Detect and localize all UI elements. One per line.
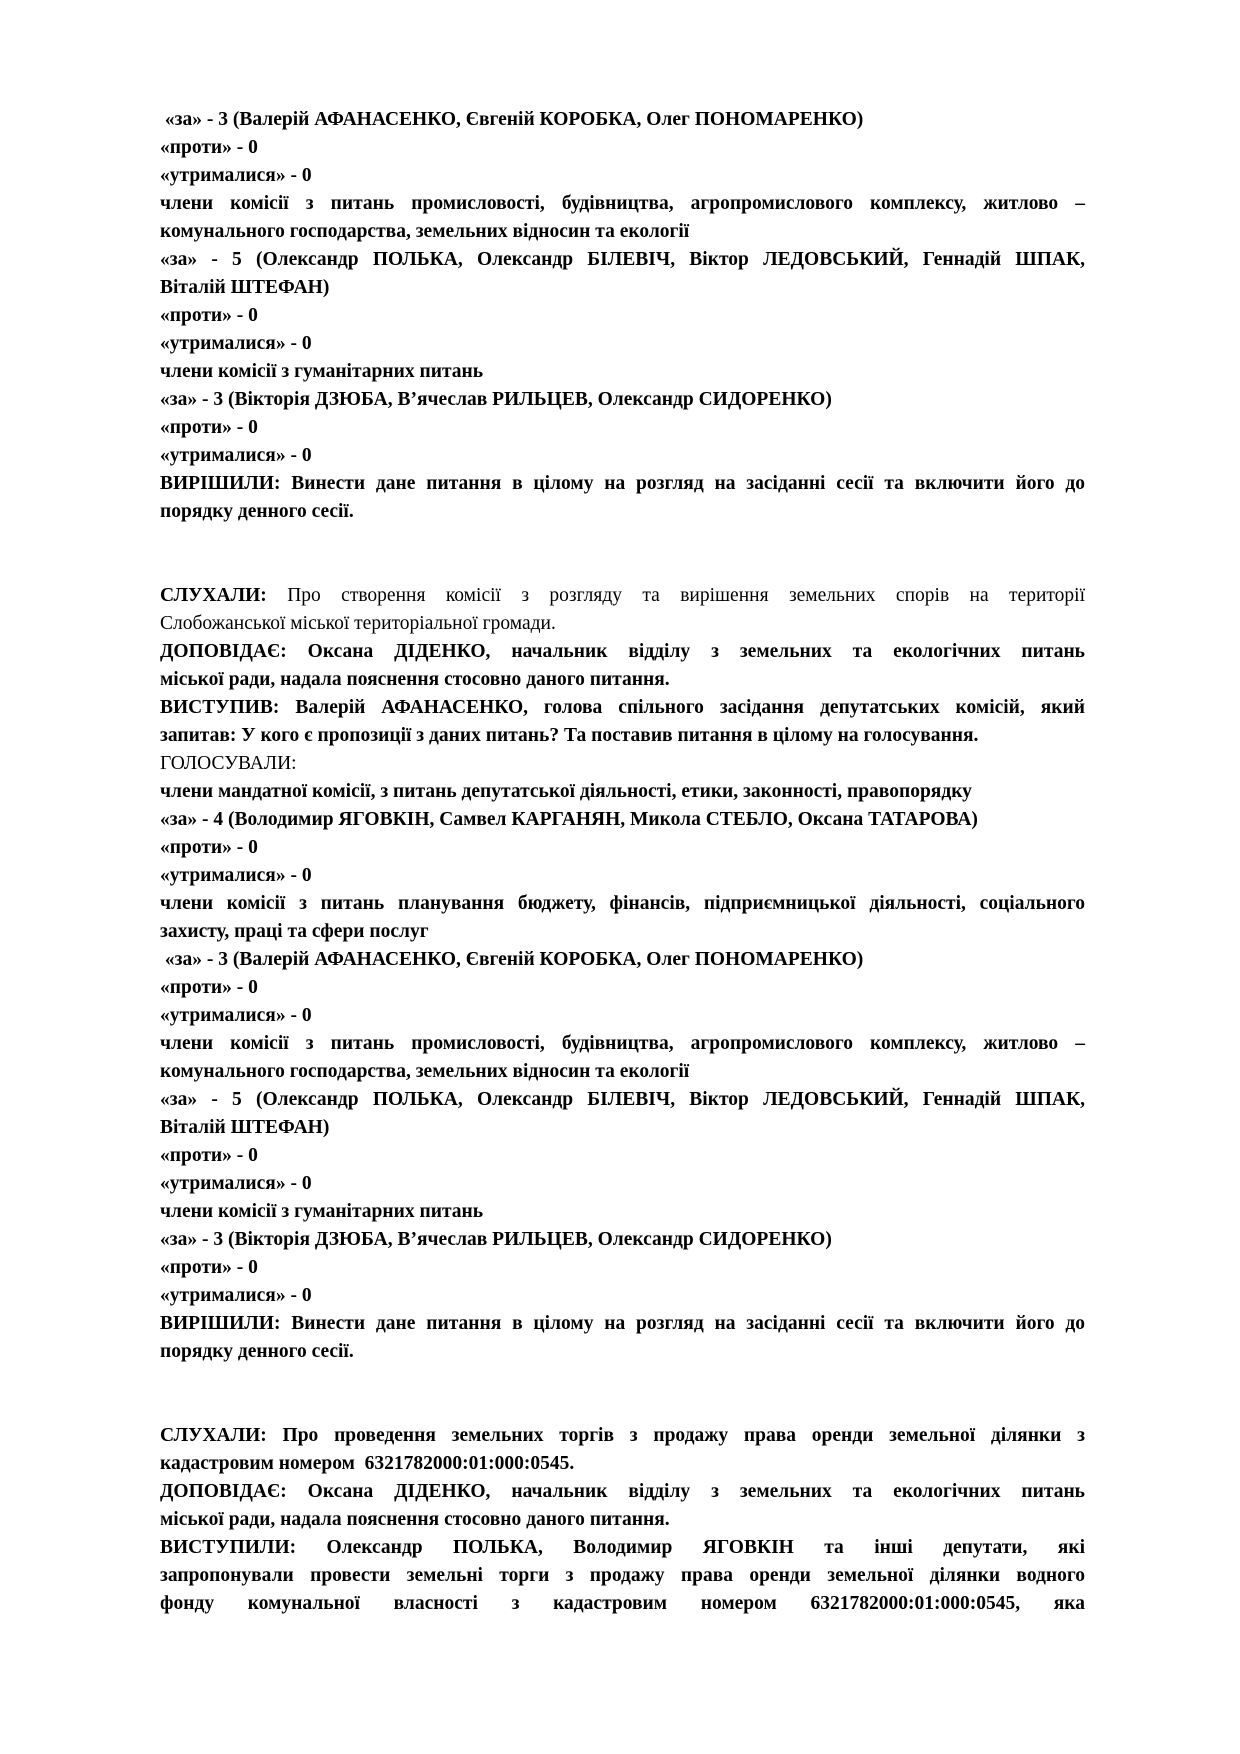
text-run: «утрималися» - 0 [160, 333, 312, 354]
text-line [160, 190, 1085, 218]
text-run: члени комісії з питань промисловості, будівництва, агропромислового комплексу, житлово – [160, 193, 1085, 214]
text-line [160, 1086, 1085, 1114]
text-run: ДОПОВІДАЄ: Оксана ДІДЕНКО, начальник відділу з земельних та екологічних питань [160, 641, 1085, 662]
text-run: члени мандатної комісії, з питань депутатської діяльності, етики, законності, правопорядку [160, 781, 972, 802]
text-run: «за» - 3 (Вікторія ДЗЮБА, В’ячеслав РИЛЬЦЕВ, Олександр СИДОРЕНКО) [160, 1229, 832, 1250]
text-line [160, 834, 1085, 862]
text-run: «утрималися» - 0 [160, 865, 312, 886]
text-line [160, 946, 1085, 974]
text-line [160, 1002, 1085, 1030]
text-run: «утрималися» - 0 [160, 1005, 312, 1026]
text-run: ВИСТУПИЛИ: Олександр ПОЛЬКА, Володимир ЯГОВКІН та інші депутати, які [160, 1537, 1085, 1558]
text-line [160, 1450, 1085, 1478]
text-line [160, 442, 1085, 470]
text-run: ВИСТУПИВ: Валерій АФАНАСЕНКО, голова спільного засідання депутатських комісій, який [160, 697, 1085, 718]
text-run: ДОПОВІДАЄ: Оксана ДІДЕНКО, начальник відділу з земельних та екологічних питань [160, 1481, 1085, 1502]
text-line [160, 1590, 1085, 1618]
text-line [160, 1254, 1085, 1282]
text-run: «утрималися» - 0 [160, 165, 312, 186]
text-line [160, 246, 1085, 274]
text-run: захисту, праці та сфери послуг [160, 921, 429, 942]
text-line [160, 1058, 1085, 1086]
text-run: «проти» - 0 [160, 837, 258, 858]
text-run: «проти» - 0 [160, 1145, 258, 1166]
text-line [160, 1142, 1085, 1170]
text-line [160, 1506, 1085, 1534]
text-line [160, 470, 1085, 498]
text-line [160, 162, 1085, 190]
text-run: комунального господарства, земельних відносин та екології [160, 1061, 690, 1082]
text-run: «за» - 3 (Валерій АФАНАСЕНКО, Євгеній КОРОБКА, Олег ПОНОМАРЕНКО) [160, 109, 864, 130]
text-run: «проти» - 0 [160, 137, 258, 158]
text-run: «за» - 3 (Вікторія ДЗЮБА, В’ячеслав РИЛЬЦЕВ, Олександр СИДОРЕНКО) [160, 389, 832, 410]
text-line [160, 750, 1085, 778]
blank-line [160, 1394, 1085, 1422]
text-line [160, 638, 1085, 666]
text-run: «проти» - 0 [160, 417, 258, 438]
text-run: міської ради, надала пояснення стосовно даного питання. [160, 669, 670, 690]
document-text-body [160, 106, 1085, 1618]
text-line [160, 1422, 1085, 1450]
text-run: «проти» - 0 [160, 1257, 258, 1278]
text-line [160, 330, 1085, 358]
text-line [160, 666, 1085, 694]
text-run: «проти» - 0 [160, 977, 258, 998]
text-line [160, 610, 1085, 638]
text-line [160, 498, 1085, 526]
text-line [160, 302, 1085, 330]
text-line [160, 582, 1085, 610]
text-line [160, 106, 1085, 134]
text-line [160, 918, 1085, 946]
text-run: порядку денного сесії. [160, 501, 354, 522]
text-line [160, 274, 1085, 302]
text-run: «за» - 5 (Олександр ПОЛЬКА, Олександр БІЛЕВІЧ, Віктор ЛЕДОВСЬКИЙ, Геннадій ШПАК, [160, 249, 1085, 270]
text-run: фонду комунальної власності з кадастровим номером 6321782000:01:000:0545, яка [160, 1593, 1085, 1614]
text-line [160, 1310, 1085, 1338]
text-run: «за» - 5 (Олександр ПОЛЬКА, Олександр БІЛЕВІЧ, Віктор ЛЕДОВСЬКИЙ, Геннадій ШПАК, [160, 1089, 1085, 1110]
text-line [160, 1226, 1085, 1254]
text-run: «утрималися» - 0 [160, 1285, 312, 1306]
text-run: запитав: У кого є пропозиції з даних питань? Та поставив питання в цілому на голосування. [160, 725, 979, 746]
text-line [160, 1198, 1085, 1226]
text-line [160, 778, 1085, 806]
text-line [160, 1338, 1085, 1366]
text-run: СЛУХАЛИ: [160, 585, 267, 606]
blank-line [160, 526, 1085, 554]
text-line [160, 386, 1085, 414]
text-run: члени комісії з питань планування бюджету, фінансів, підприємницької діяльності, соціального [160, 893, 1085, 914]
text-run: «за» - 4 (Володимир ЯГОВКІН, Самвел КАРГАНЯН, Микола СТЕБЛО, Оксана ТАТАРОВА) [160, 809, 978, 830]
text-line [160, 218, 1085, 246]
blank-line [160, 1366, 1085, 1394]
text-run: міської ради, надала пояснення стосовно даного питання. [160, 1509, 670, 1530]
text-line [160, 1282, 1085, 1310]
text-line [160, 1170, 1085, 1198]
text-run: Віталій ШТЕФАН) [160, 277, 330, 298]
text-run: члени комісії з питань промисловості, будівництва, агропромислового комплексу, житлово – [160, 1033, 1085, 1054]
text-line [160, 890, 1085, 918]
text-line [160, 1114, 1085, 1142]
text-run: «проти» - 0 [160, 305, 258, 326]
text-run: Слобожанської міської територіальної громади. [160, 613, 556, 634]
text-run: Віталій ШТЕФАН) [160, 1117, 330, 1138]
text-run: порядку денного сесії. [160, 1341, 354, 1362]
text-line [160, 414, 1085, 442]
text-run: кадастровим номером 6321782000:01:000:0545. [160, 1453, 575, 1474]
text-line [160, 1534, 1085, 1562]
text-line [160, 1478, 1085, 1506]
text-run: Про створення комісії з розгляду та вирішення земельних спорів на території [266, 585, 1085, 606]
text-line [160, 722, 1085, 750]
text-run: ГОЛОСУВАЛИ: [160, 753, 297, 774]
text-run: «утрималися» - 0 [160, 1173, 312, 1194]
text-line [160, 694, 1085, 722]
text-run: «за» - 3 (Валерій АФАНАСЕНКО, Євгеній КОРОБКА, Олег ПОНОМАРЕНКО) [160, 949, 864, 970]
text-run: члени комісії з гуманітарних питань [160, 361, 484, 382]
text-run: комунального господарства, земельних відносин та екології [160, 221, 690, 242]
text-run: ВИРІШИЛИ: Винести дане питання в цілому на розгляд на засіданні сесії та включити його до [160, 473, 1085, 494]
text-run: ВИРІШИЛИ: Винести дане питання в цілому на розгляд на засіданні сесії та включити його до [160, 1313, 1085, 1334]
blank-line [160, 554, 1085, 582]
text-line [160, 358, 1085, 386]
text-run: члени комісії з гуманітарних питань [160, 1201, 484, 1222]
text-line [160, 1030, 1085, 1058]
text-line [160, 806, 1085, 834]
text-run: «утрималися» - 0 [160, 445, 312, 466]
text-line [160, 974, 1085, 1002]
text-line [160, 1562, 1085, 1590]
text-run: СЛУХАЛИ: Про проведення земельних торгів з продажу права оренди земельної ділянки з [160, 1425, 1085, 1446]
text-line [160, 862, 1085, 890]
text-run: запропонували провести земельні торги з продажу права оренди земельної ділянки водного [160, 1565, 1085, 1586]
text-line [160, 134, 1085, 162]
